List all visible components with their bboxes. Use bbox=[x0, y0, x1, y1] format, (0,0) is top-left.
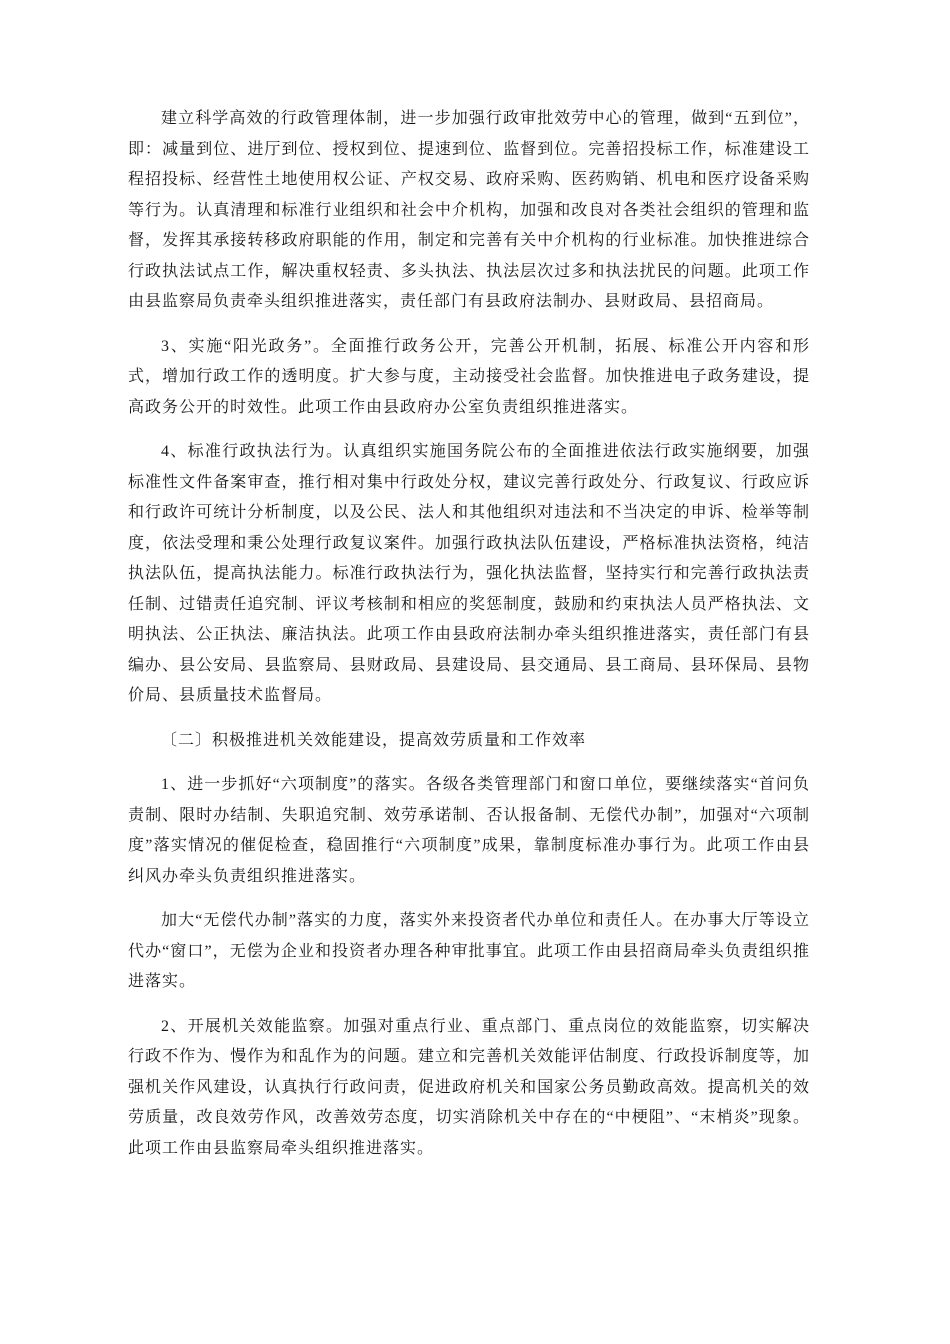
paragraph-law-enforcement: 4、标准行政执法行为。认真组织实施国务院公布的全面推进依法行政实施纲要，加强标准性文件备案审查，推行相对集中行政处分权，建议完善行政处分、行政复议、行政应诉和行政许可统计分析制度，以及公民、法人和其他组织对违法和不当决定的申诉、检举等制度，依法受理和秉公处理行政复议案件。加强行政执法队伍建设，严格标准执法资格，纯洁执法队伍，提高执法能力。标准行政执法行为，强化执法监督，坚持实行和完善行政执法责任制、过错责任追究制、评议考核制和相应的奖惩制度，鼓励和约束执法人员严格执法、文明执法、公正执法、廉洁执法。此项工作由县政府法制办牵头组织推进落实，责任部门有县编办、县公安局、县监察局、县财政局、县建设局、县交通局、县工商局、县环保局、县物价局、县质量技术监督局。 bbox=[128, 443, 810, 704]
document-body bbox=[128, 104, 810, 1164]
paragraph-admin-system: 建立科学高效的行政管理体制，进一步加强行政审批效劳中心的管理，做到“五到位”，即：减量到位、进厅到位、授权到位、提速到位、监督到位。完善招投标工作，标准建设工程招投标、经营性土地使用权公证、产权交易、政府采购、医药购销、机电和医疗设备采购等行为。认真清理和标准行业组织和社会中介机构，加强和改良对各类社会组织的管理和监督，发挥其承接转移政府职能的作用，制定和完善有关中介机构的行业标准。加快推进综合行政执法试点工作，解决重权轻责、多头执法、执法层次过多和执法扰民的问题。此项工作由县监察局负责牵头组织推进落实，责任部门有县政府法制办、县财政局、县招商局。 bbox=[128, 110, 810, 310]
paragraph-sunshine-government: 3、实施“阳光政务”。全面推行政务公开，完善公开机制，拓展、标准公开内容和形式，增加行政工作的透明度。扩大参与度，主动接受社会监督。加快推进电子政务建设，提高政务公开的时效性。此项工作由县政府办公室负责组织推进落实。 bbox=[128, 337, 810, 416]
paragraph-six-systems: 1、进一步抓好“六项制度”的落实。各级各类管理部门和窗口单位，要继续落实“首问负责制、限时办结制、失职追究制、效劳承诺制、否认报备制、无偿代办制”，加强对“六项制度”落实情况的催促检查，稳固推行“六项制度”成果，靠制度标准办事行为。此项工作由县纠风办牵头负责组织推进落实。 bbox=[128, 776, 810, 885]
paragraph-free-agency-system: 加大“无偿代办制”落实的力度，落实外来投资者代办单位和责任人。在办事大厅等设立代办“窗口”，无偿为企业和投资者办理各种审批事宜。此项工作由县招商局牵头负责组织推进落实。 bbox=[128, 912, 810, 990]
paragraph-efficiency-supervision: 2、开展机关效能监察。加强对重点行业、重点部门、重点岗位的效能监察，切实解决行政不作为、慢作为和乱作为的问题。建立和完善机关效能评估制度、行政投诉制度等，加强机关作风建设，认真执行行政问责，促进政府机关和国家公务员勤政高效。提高机关的效劳质量，改良效劳作风，改善效劳态度，切实消除机关中存在的“中梗阻”、“末梢炎”现象。此项工作由县监察局牵头组织推进落实。 bbox=[128, 1017, 810, 1157]
section-heading-organ-efficiency: 〔二〕积极推进机关效能建设，提高效劳质量和工作效率 bbox=[161, 731, 587, 749]
